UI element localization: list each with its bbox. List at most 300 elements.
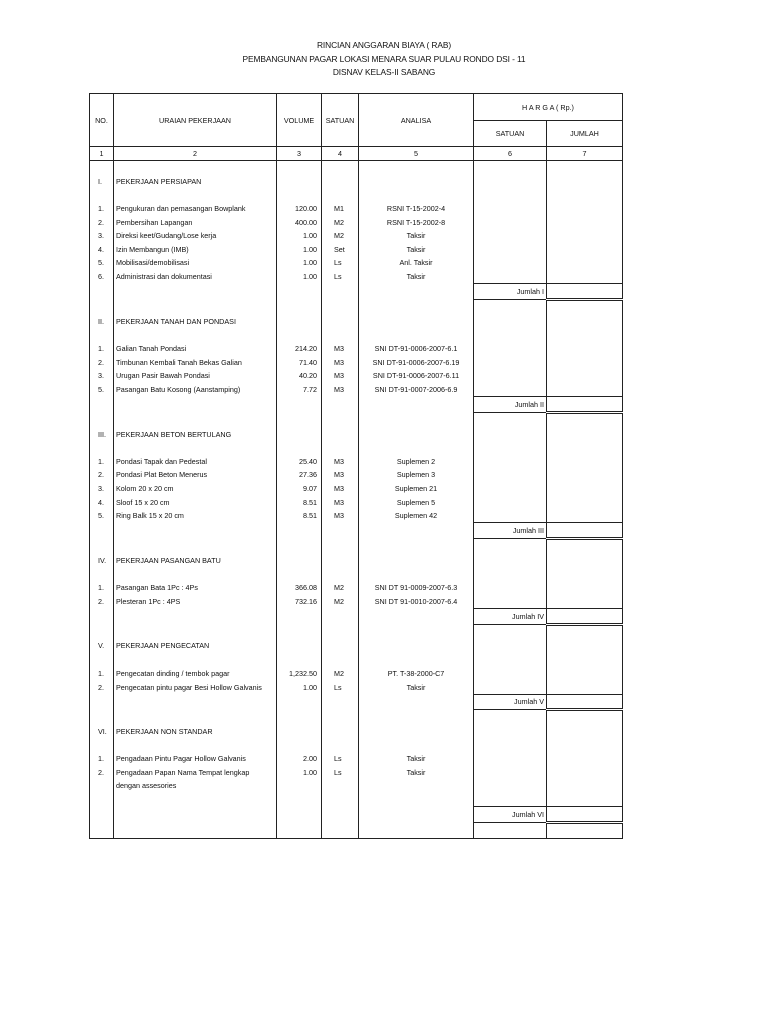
empty-cell <box>114 328 277 342</box>
table-cell <box>90 807 114 823</box>
empty-cell <box>547 822 623 838</box>
subtotal-row <box>90 807 623 823</box>
item-volume: 214.20 <box>277 342 322 356</box>
table-cell <box>277 694 322 710</box>
item-row <box>90 666 623 680</box>
item-volume: 9.07 <box>277 482 322 496</box>
item-volume: 366.08 <box>277 581 322 595</box>
empty-cell <box>359 710 474 725</box>
item-total <box>547 468 623 482</box>
column-number: 6 <box>474 147 547 161</box>
table-cell <box>359 807 474 823</box>
section-title: PEKERJAAN NON STANDAR <box>114 725 277 739</box>
subtotal-label: Jumlah I <box>474 284 547 300</box>
item-total <box>547 752 623 766</box>
section-number: II. <box>90 315 114 329</box>
subtotal-label: Jumlah IV <box>474 609 547 625</box>
item-volume: 71.40 <box>277 355 322 369</box>
item-volume: 2.00 <box>277 752 322 766</box>
item-volume: 1.00 <box>277 766 322 780</box>
table-cell <box>322 694 359 710</box>
table-cell <box>114 284 277 300</box>
item-volume: 27.36 <box>277 468 322 482</box>
empty-cell <box>277 188 322 202</box>
empty-cell <box>90 161 114 175</box>
column-number: 1 <box>90 147 114 161</box>
table-cell <box>359 725 474 739</box>
item-volume: 25.40 <box>277 454 322 468</box>
empty-cell <box>322 328 359 342</box>
item-volume: 1.00 <box>277 680 322 694</box>
table-cell <box>474 175 547 189</box>
empty-cell <box>474 441 547 455</box>
table-cell <box>474 639 547 653</box>
item-unit: M3 <box>322 468 359 482</box>
table-cell <box>277 397 322 413</box>
subtotal-row <box>90 609 623 625</box>
empty-cell <box>359 188 474 202</box>
item-unit <box>322 779 359 793</box>
table-cell <box>114 694 277 710</box>
item-description: Plesteran 1Pc : 4PS <box>114 594 277 608</box>
item-unit-price <box>474 355 547 369</box>
item-row <box>90 369 623 383</box>
section-header-row <box>90 175 623 189</box>
table-cell <box>547 175 623 189</box>
subtotal-value <box>547 523 623 539</box>
item-number: 2. <box>90 680 114 694</box>
item-unit-price <box>474 509 547 523</box>
table-cell <box>322 523 359 539</box>
item-total <box>547 509 623 523</box>
spacer-row <box>90 412 623 427</box>
item-description: dengan assesories <box>114 779 277 793</box>
item-number: 2. <box>90 594 114 608</box>
table-cell <box>359 427 474 441</box>
item-total <box>547 482 623 496</box>
empty-cell <box>114 624 277 639</box>
item-unit: Ls <box>322 270 359 284</box>
header-harga: H A R G A ( Rp.) <box>474 94 623 121</box>
header-no: NO. <box>90 94 114 147</box>
section-title: PEKERJAAN BETON BERTULANG <box>114 427 277 441</box>
item-description: Sloof 15 x 20 cm <box>114 495 277 509</box>
empty-cell <box>359 567 474 581</box>
item-number: 1. <box>90 202 114 216</box>
empty-cell <box>474 822 547 838</box>
item-number: 4. <box>90 243 114 257</box>
item-row <box>90 454 623 468</box>
empty-cell <box>114 653 277 667</box>
empty-cell <box>359 624 474 639</box>
item-unit: M2 <box>322 581 359 595</box>
item-unit-price <box>474 495 547 509</box>
empty-cell <box>547 539 623 554</box>
item-analysis: SNI DT-91-0006-2007-6.11 <box>359 369 474 383</box>
item-total <box>547 202 623 216</box>
empty-cell <box>114 161 277 175</box>
subtotal-row <box>90 694 623 710</box>
table-cell <box>322 175 359 189</box>
item-analysis: SNI DT-91-0006-2007-6.19 <box>359 355 474 369</box>
item-row <box>90 752 623 766</box>
empty-cell <box>474 710 547 725</box>
item-unit-price <box>474 482 547 496</box>
item-unit: M3 <box>322 342 359 356</box>
empty-cell <box>322 738 359 752</box>
table-cell <box>474 725 547 739</box>
empty-cell <box>474 328 547 342</box>
empty-cell <box>90 822 114 838</box>
item-description: Timbunan Kembali Tanah Bekas Galian <box>114 355 277 369</box>
spacer-row <box>90 624 623 639</box>
item-description: Mobilisasi/demobilisasi <box>114 256 277 270</box>
item-analysis: Taksir <box>359 229 474 243</box>
empty-cell <box>277 299 322 314</box>
table-cell <box>322 397 359 413</box>
item-volume: 1.00 <box>277 243 322 257</box>
empty-cell <box>547 653 623 667</box>
item-description: Pondasi Plat Beton Menerus <box>114 468 277 482</box>
subtotal-label: Jumlah VI <box>474 807 547 823</box>
table-cell <box>90 523 114 539</box>
subtotal-row <box>90 523 623 539</box>
table-cell <box>547 725 623 739</box>
empty-cell <box>474 412 547 427</box>
empty-cell <box>547 793 623 807</box>
subtotal-value <box>547 609 623 625</box>
document-office: DISNAV KELAS-II SABANG <box>332 67 436 77</box>
item-row <box>90 243 623 257</box>
item-number: 5. <box>90 256 114 270</box>
item-row <box>90 270 623 284</box>
empty-cell <box>277 161 322 175</box>
empty-cell <box>277 567 322 581</box>
item-unit: M3 <box>322 369 359 383</box>
item-unit-price <box>474 243 547 257</box>
item-analysis: RSNI T-15-2002-4 <box>359 202 474 216</box>
spacer-row <box>90 710 623 725</box>
item-analysis: Suplemen 2 <box>359 454 474 468</box>
empty-cell <box>359 161 474 175</box>
item-number <box>90 779 114 793</box>
empty-cell <box>322 441 359 455</box>
item-unit: Ls <box>322 256 359 270</box>
table-cell <box>277 725 322 739</box>
empty-cell <box>322 412 359 427</box>
empty-cell <box>474 539 547 554</box>
table-cell <box>322 427 359 441</box>
item-volume: 1,232.50 <box>277 666 322 680</box>
subtotal-row <box>90 397 623 413</box>
empty-cell <box>322 710 359 725</box>
item-analysis: Anl. Taksir <box>359 256 474 270</box>
subtotal-row <box>90 284 623 300</box>
item-total <box>547 779 623 793</box>
empty-cell <box>277 710 322 725</box>
table-cell <box>322 639 359 653</box>
item-unit: M2 <box>322 594 359 608</box>
item-description: Galian Tanah Pondasi <box>114 342 277 356</box>
section-header-row <box>90 725 623 739</box>
item-unit-price <box>474 270 547 284</box>
table-cell <box>90 397 114 413</box>
empty-cell <box>114 539 277 554</box>
header-satuan: SATUAN <box>322 94 359 147</box>
table-cell <box>359 609 474 625</box>
empty-cell <box>114 710 277 725</box>
table-cell <box>359 694 474 710</box>
item-total <box>547 680 623 694</box>
empty-cell <box>90 738 114 752</box>
empty-cell <box>359 299 474 314</box>
document-title: RINCIAN ANGGARAN BIAYA ( RAB) <box>316 40 452 50</box>
item-analysis: SNI DT-91-0007-2006-6.9 <box>359 383 474 397</box>
table-cell <box>114 807 277 823</box>
item-description: Pondasi Tapak dan Pedestal <box>114 454 277 468</box>
section-title: PEKERJAAN PERSIAPAN <box>114 175 277 189</box>
item-total <box>547 355 623 369</box>
document-title-block <box>0 39 768 80</box>
subtotal-value <box>547 397 623 413</box>
empty-cell <box>474 299 547 314</box>
empty-cell <box>359 328 474 342</box>
item-total <box>547 383 623 397</box>
table-cell <box>474 427 547 441</box>
item-description: Pembersihan Lapangan <box>114 215 277 229</box>
empty-cell <box>474 624 547 639</box>
empty-cell <box>474 738 547 752</box>
table-cell <box>114 609 277 625</box>
table-cell <box>322 315 359 329</box>
spacer-row <box>90 567 623 581</box>
item-number: 3. <box>90 229 114 243</box>
empty-cell <box>90 188 114 202</box>
table-cell <box>277 284 322 300</box>
item-unit-price <box>474 666 547 680</box>
item-description: Pengadaan Papan Nama Tempat lengkap <box>114 766 277 780</box>
item-total <box>547 594 623 608</box>
item-analysis: Suplemen 5 <box>359 495 474 509</box>
empty-cell <box>90 328 114 342</box>
header-harga-satuan: SATUAN <box>474 121 547 147</box>
item-unit-price <box>474 256 547 270</box>
empty-cell <box>547 567 623 581</box>
empty-cell <box>359 539 474 554</box>
empty-cell <box>359 738 474 752</box>
section-title: PEKERJAAN PENGECATAN <box>114 639 277 653</box>
column-number: 2 <box>114 147 277 161</box>
item-row <box>90 509 623 523</box>
table-cell <box>90 694 114 710</box>
spacer-row <box>90 161 623 175</box>
item-number: 1. <box>90 666 114 680</box>
empty-cell <box>277 412 322 427</box>
table-cell <box>277 175 322 189</box>
table-cell <box>322 554 359 568</box>
table-cell <box>322 609 359 625</box>
item-unit-price <box>474 468 547 482</box>
table-cell <box>277 523 322 539</box>
section-number: I. <box>90 175 114 189</box>
spacer-row <box>90 299 623 314</box>
item-unit-price <box>474 229 547 243</box>
item-row <box>90 594 623 608</box>
item-unit: Ls <box>322 766 359 780</box>
item-unit-price <box>474 680 547 694</box>
item-row <box>90 229 623 243</box>
spacer-row <box>90 441 623 455</box>
empty-cell <box>322 299 359 314</box>
table-cell <box>322 284 359 300</box>
table-cell <box>90 284 114 300</box>
spacer-row <box>90 539 623 554</box>
item-analysis: SNI DT 91-0009-2007-6.3 <box>359 581 474 595</box>
item-total <box>547 215 623 229</box>
section-number: V. <box>90 639 114 653</box>
item-description: Pengecatan dinding / tembok pagar <box>114 666 277 680</box>
table-cell <box>359 554 474 568</box>
column-number: 3 <box>277 147 322 161</box>
item-row <box>90 779 623 793</box>
empty-cell <box>322 793 359 807</box>
section-number: III. <box>90 427 114 441</box>
item-unit-price <box>474 594 547 608</box>
item-analysis: PT. T-38-2000-C7 <box>359 666 474 680</box>
item-unit: M2 <box>322 215 359 229</box>
item-total <box>547 454 623 468</box>
table-cell <box>359 175 474 189</box>
table-cell <box>359 284 474 300</box>
item-number: 2. <box>90 215 114 229</box>
empty-cell <box>90 653 114 667</box>
table-cell <box>359 639 474 653</box>
item-analysis: Taksir <box>359 270 474 284</box>
empty-cell <box>359 653 474 667</box>
item-number: 3. <box>90 482 114 496</box>
spacer-row <box>90 328 623 342</box>
empty-cell <box>114 188 277 202</box>
section-header-row <box>90 315 623 329</box>
item-description: Administrasi dan dokumentasi <box>114 270 277 284</box>
item-unit: M3 <box>322 383 359 397</box>
empty-cell <box>90 412 114 427</box>
spacer-row <box>90 822 623 838</box>
item-unit: M3 <box>322 482 359 496</box>
item-analysis: Suplemen 3 <box>359 468 474 482</box>
item-description: Pengadaan Pintu Pagar Hollow Galvanis <box>114 752 277 766</box>
item-volume: 8.51 <box>277 509 322 523</box>
item-unit: M1 <box>322 202 359 216</box>
item-volume: 120.00 <box>277 202 322 216</box>
table-cell <box>322 807 359 823</box>
item-unit-price <box>474 766 547 780</box>
empty-cell <box>359 793 474 807</box>
item-analysis: Taksir <box>359 243 474 257</box>
spacer-row <box>90 653 623 667</box>
item-volume: 40.20 <box>277 369 322 383</box>
item-analysis: Taksir <box>359 680 474 694</box>
empty-cell <box>322 653 359 667</box>
header-harga-jumlah: JUMLAH <box>547 121 623 147</box>
subtotal-label: Jumlah III <box>474 523 547 539</box>
empty-cell <box>322 161 359 175</box>
item-unit: M2 <box>322 666 359 680</box>
empty-cell <box>90 441 114 455</box>
empty-cell <box>359 412 474 427</box>
item-unit-price <box>474 779 547 793</box>
section-header-row <box>90 554 623 568</box>
empty-cell <box>114 567 277 581</box>
item-description: Pengecatan pintu pagar Besi Hollow Galvanis <box>114 680 277 694</box>
empty-cell <box>547 412 623 427</box>
item-unit-price <box>474 342 547 356</box>
table-cell <box>359 523 474 539</box>
empty-cell <box>547 299 623 314</box>
spacer-row <box>90 188 623 202</box>
item-volume: 1.00 <box>277 229 322 243</box>
section-title: PEKERJAAN PASANGAN BATU <box>114 554 277 568</box>
item-row <box>90 581 623 595</box>
item-unit-price <box>474 581 547 595</box>
table-cell <box>547 639 623 653</box>
item-row <box>90 383 623 397</box>
item-description: Kolom 20 x 20 cm <box>114 482 277 496</box>
section-title: PEKERJAAN TANAH DAN PONDASI <box>114 315 277 329</box>
empty-cell <box>359 822 474 838</box>
item-description: Urugan Pasir Bawah Pondasi <box>114 369 277 383</box>
item-number: 2. <box>90 468 114 482</box>
table-cell <box>277 315 322 329</box>
empty-cell <box>277 822 322 838</box>
item-unit: Ls <box>322 680 359 694</box>
empty-cell <box>114 793 277 807</box>
subtotal-value <box>547 284 623 300</box>
item-description: Ring Balk 15 x 20 cm <box>114 509 277 523</box>
empty-cell <box>277 624 322 639</box>
item-volume: 1.00 <box>277 256 322 270</box>
header-analisa: ANALISA <box>359 94 474 147</box>
table-cell <box>474 554 547 568</box>
spacer-row <box>90 738 623 752</box>
item-unit-price <box>474 454 547 468</box>
empty-cell <box>322 822 359 838</box>
item-analysis: Suplemen 42 <box>359 509 474 523</box>
item-volume: 400.00 <box>277 215 322 229</box>
item-unit: M3 <box>322 355 359 369</box>
section-number: IV. <box>90 554 114 568</box>
item-volume: 8.51 <box>277 495 322 509</box>
item-unit: Ls <box>322 752 359 766</box>
table-cell <box>547 554 623 568</box>
table-cell <box>322 725 359 739</box>
item-volume: 732.16 <box>277 594 322 608</box>
subtotal-value <box>547 807 623 823</box>
item-analysis <box>359 779 474 793</box>
subtotal-label: Jumlah II <box>474 397 547 413</box>
column-number: 4 <box>322 147 359 161</box>
item-row <box>90 342 623 356</box>
empty-cell <box>547 161 623 175</box>
section-number: VI. <box>90 725 114 739</box>
item-total <box>547 581 623 595</box>
empty-cell <box>322 567 359 581</box>
item-volume: 1.00 <box>277 270 322 284</box>
item-row <box>90 482 623 496</box>
header-uraian: URAIAN PEKERJAAN <box>114 94 277 147</box>
item-number: 3. <box>90 369 114 383</box>
item-number: 5. <box>90 383 114 397</box>
